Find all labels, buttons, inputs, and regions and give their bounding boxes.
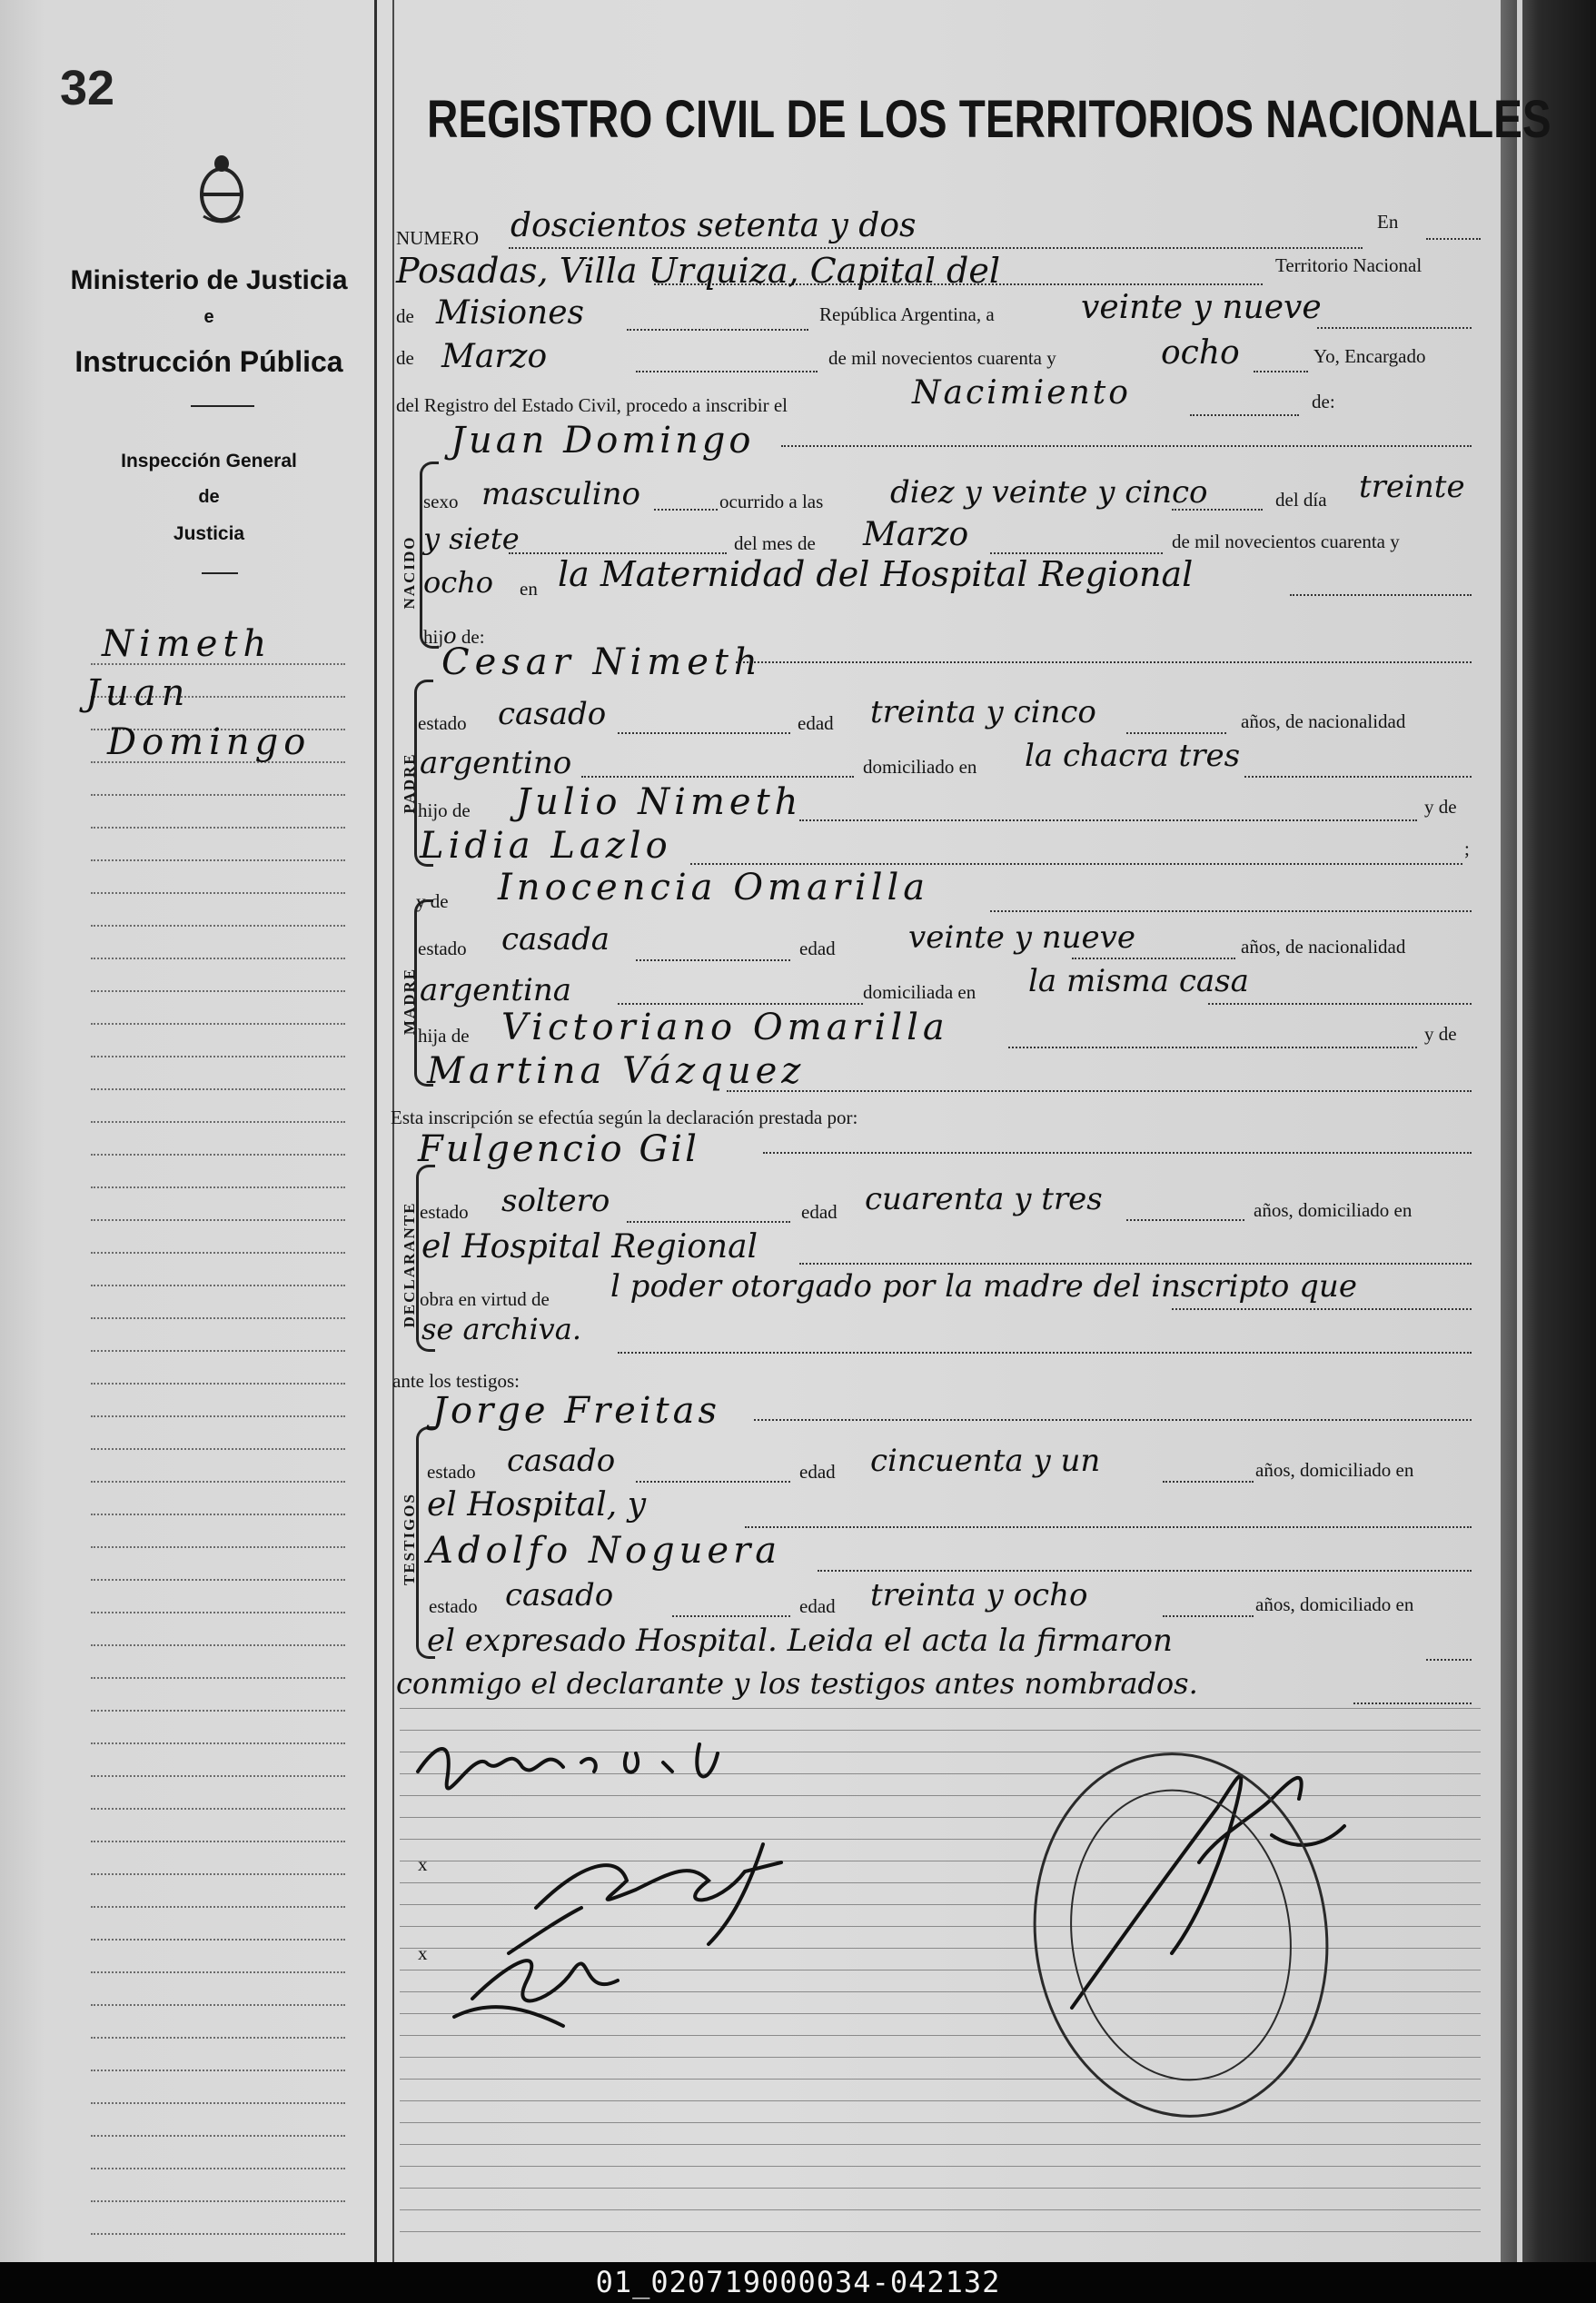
fill-line <box>1172 1308 1472 1311</box>
value-mes-nac: Marzo <box>863 516 969 553</box>
label-semicolon: ; <box>1464 838 1470 859</box>
margin-line <box>91 1350 345 1353</box>
fill-line <box>736 661 1472 664</box>
fill-line <box>618 732 790 735</box>
margin-line <box>91 2102 345 2105</box>
signature-mark-2: x <box>418 1942 428 1964</box>
margin-rule-inner <box>392 0 394 2262</box>
value-testigo2-edad: treinta y ocho <box>870 1577 1088 1613</box>
label-del-dia: del día <box>1275 489 1327 511</box>
value-madre-edad: veinte y nueve <box>908 919 1135 956</box>
ruled-line <box>400 1708 1481 1710</box>
margin-line <box>91 827 345 829</box>
label-de-mil: de mil novecientos cuarenta y <box>828 347 1056 369</box>
label-hijo-de: de: <box>461 626 485 648</box>
fill-line <box>618 1003 863 1006</box>
label-obra-en-virtud: obra en virtud de <box>420 1288 550 1310</box>
book-spine <box>1501 0 1596 2262</box>
margin-line <box>91 1841 345 1843</box>
signature-mark-1: x <box>418 1853 428 1875</box>
divider <box>191 405 254 407</box>
fill-line <box>1426 238 1481 241</box>
label-nacionalidad-padre: años, de nacionalidad <box>1241 710 1406 732</box>
value-cierre-1: el expresado Hospital. Leida el acta la firmaron <box>427 1623 1173 1659</box>
value-lugar-nac: la Maternidad del Hospital Regional <box>558 554 1194 594</box>
margin-note-surname: Nimeth <box>102 623 273 665</box>
label-ante-testigos: ante los testigos: <box>392 1370 520 1392</box>
fill-line <box>1163 1615 1254 1618</box>
label-y-de-padre: y de <box>1424 796 1457 818</box>
value-padre-edad: treinta y cinco <box>870 694 1096 730</box>
margin-line <box>91 1971 345 1974</box>
margin-line <box>91 2200 345 2203</box>
inspection-line-1: Inspección General <box>121 451 297 472</box>
margin-line <box>91 1939 345 1941</box>
label-numero: NUMERO <box>396 227 480 249</box>
label-en: En <box>1377 211 1399 233</box>
value-madre-nacionalidad: argentina <box>420 972 572 1008</box>
fill-line <box>636 959 790 962</box>
value-sexo: masculino <box>481 476 641 512</box>
margin-line <box>91 1906 345 1909</box>
label-domiciliado-padre: domiciliado en <box>863 756 977 778</box>
fill-line <box>727 1090 1472 1093</box>
inspection-line-3: Justicia <box>173 523 245 544</box>
margin-line <box>91 2233 345 2236</box>
value-madre-hija-de-2: Martina Vázquez <box>427 1050 806 1092</box>
fill-line <box>654 509 718 511</box>
label-de-colon: de: <box>1312 391 1335 412</box>
margin-line <box>91 892 345 895</box>
divider <box>202 572 238 574</box>
margin-line <box>91 1383 345 1385</box>
value-lugar: Posadas, Villa Urquiza, Capital del <box>396 251 1000 291</box>
value-obra-2: se archiva. <box>421 1312 581 1346</box>
value-testigo1-nombre: Jorge Freitas <box>432 1390 721 1432</box>
margin-line <box>91 1023 345 1026</box>
value-dia-nac-2: y siete <box>423 521 520 556</box>
ministry-line-1: Ministerio de Justicia <box>70 265 348 295</box>
margin-line <box>91 1808 345 1811</box>
fill-line <box>636 1481 790 1484</box>
margin-line <box>91 2070 345 2072</box>
ruled-line <box>400 2231 1481 2233</box>
margin-line <box>91 1775 345 1778</box>
signatures-and-seal <box>400 1726 1508 2135</box>
label-esta-inscripcion: Esta inscripción se efectúa según la declaración prestada por: <box>391 1107 858 1128</box>
margin-line <box>91 925 345 928</box>
value-numero: doscientos setenta y dos <box>511 207 917 244</box>
margin-line <box>91 1415 345 1418</box>
page-number: 32 <box>60 61 115 115</box>
fill-line <box>618 1352 1472 1355</box>
value-declarante-estado: soltero <box>501 1183 610 1219</box>
fill-line <box>1290 594 1472 597</box>
label-hijo-de-padre: hijo de <box>418 799 471 821</box>
value-padre-domicilio: la chacra tres <box>1025 738 1241 774</box>
label-de: de <box>396 305 414 327</box>
fill-line <box>754 1419 1472 1422</box>
fill-line <box>763 1152 1472 1155</box>
label-hija-de-madre: hija de <box>418 1025 470 1047</box>
margin-note-given-2: Domingo <box>107 721 312 763</box>
label-y-de-madre: y de <box>416 890 449 912</box>
margin-line <box>91 1546 345 1549</box>
fill-line <box>581 776 854 779</box>
value-anio: ocho <box>1161 334 1240 372</box>
fill-line <box>690 863 1462 866</box>
fill-line <box>1190 414 1299 417</box>
fill-line <box>745 1526 1472 1529</box>
label-estado-declarante: estado <box>420 1201 469 1223</box>
image-caption: 01_020719000034-042132 <box>0 2262 1596 2303</box>
value-hijo-suffix: o <box>443 623 457 649</box>
margin-line <box>91 1514 345 1516</box>
fill-line <box>1163 1481 1254 1484</box>
fill-line <box>1008 1047 1417 1049</box>
ministry-line-3: Instrucción Pública <box>74 345 343 378</box>
ruled-line <box>400 2166 1481 2168</box>
value-padre-hijo-de-2: Lidia Lazlo <box>420 825 672 867</box>
label-del-registro: del Registro del Estado Civil, procedo a inscribir el <box>396 394 788 416</box>
margin-line <box>91 1252 345 1255</box>
margin-line <box>91 859 345 862</box>
label-edad-declarante: edad <box>801 1201 838 1223</box>
value-nombre: Juan Domingo <box>451 420 755 462</box>
fill-line <box>799 819 1417 822</box>
value-testigo1-domicilio: el Hospital, y <box>427 1486 647 1524</box>
margin-line <box>91 1154 345 1156</box>
value-dia: veinte y nueve <box>1081 289 1322 326</box>
label-estado-testigo1: estado <box>427 1461 476 1483</box>
fill-line <box>1317 327 1472 330</box>
margin-line <box>91 1873 345 1876</box>
section-declarante: DECLARANTE <box>401 1201 418 1328</box>
margin-rule <box>374 0 377 2262</box>
label-domiciliado-testigo1: años, domiciliado en <box>1255 1459 1414 1481</box>
value-padre-hijo-de-1: Julio Nimeth <box>516 781 803 823</box>
label-edad-padre: edad <box>798 712 834 734</box>
margin-line <box>91 2168 345 2170</box>
label-yo: Yo, Encargado <box>1313 345 1426 367</box>
margin-note-given: Juan <box>85 672 191 714</box>
margin-line <box>91 1219 345 1222</box>
label-de-2: de <box>396 347 414 369</box>
fill-line <box>818 1570 1472 1573</box>
margin-line <box>91 1710 345 1712</box>
value-madre-nombre: Inocencia Omarilla <box>498 867 930 908</box>
coat-of-arms-icon <box>198 153 245 225</box>
section-testigos: TESTIGOS <box>401 1493 418 1585</box>
fill-line <box>627 1221 790 1224</box>
margin-line <box>91 1088 345 1091</box>
margin-line <box>91 2135 345 2138</box>
fill-line <box>672 1615 790 1618</box>
margin-line <box>91 990 345 993</box>
label-en-lower: en <box>520 578 538 600</box>
label-domiciliado-testigo2: años, domiciliado en <box>1255 1593 1414 1615</box>
fill-line <box>799 1263 1472 1266</box>
label-territorio: Territorio Nacional <box>1275 254 1423 276</box>
fill-line <box>1126 732 1226 735</box>
margin-line <box>91 1742 345 1745</box>
ruled-line <box>400 2209 1481 2211</box>
label-domiciliado-declarante: años, domiciliado en <box>1254 1199 1413 1221</box>
value-hora: diez y veinte y cinco <box>890 474 1208 511</box>
value-declarante-nombre: Fulgencio Gil <box>418 1128 699 1170</box>
value-declarante-domicilio: el Hospital Regional <box>421 1228 758 1266</box>
ruled-line <box>400 2188 1481 2189</box>
value-anio-nac: ocho <box>423 565 494 600</box>
fill-line <box>636 371 818 373</box>
value-tipo: Nacimiento <box>912 374 1131 412</box>
margin-line <box>91 1612 345 1614</box>
fill-line <box>1353 1702 1472 1705</box>
margin-line <box>91 1644 345 1647</box>
label-hijo-prefix: hij <box>423 626 444 648</box>
value-madre-domicilio: la misma casa <box>1028 963 1249 999</box>
value-testigo2-estado: casado <box>505 1577 614 1613</box>
value-padre-nombre: Cesar Nimeth <box>441 641 763 683</box>
page-edge <box>1517 0 1522 2262</box>
margin-line <box>91 794 345 797</box>
margin-line <box>91 1481 345 1484</box>
value-padre-nacionalidad: argentino <box>420 745 572 781</box>
label-sexo: sexo <box>423 491 459 512</box>
page-title: REGISTRO CIVIL DE LOS TERRITORIOS NACIONALES <box>427 90 1551 149</box>
fill-line <box>990 910 1472 913</box>
fill-line <box>1208 1003 1472 1006</box>
margin-line <box>91 1317 345 1320</box>
fill-line <box>627 329 808 332</box>
margin-line <box>91 2037 345 2040</box>
fill-line <box>781 445 1472 448</box>
fill-line <box>1244 776 1472 779</box>
fill-line <box>509 247 1363 250</box>
value-declarante-edad: cuarenta y tres <box>865 1181 1103 1217</box>
margin-line <box>91 1677 345 1680</box>
label-domiciliada-madre: domiciliada en <box>863 981 976 1003</box>
label-y-de-madre-2: y de <box>1424 1023 1457 1045</box>
label-republica: República Argentina, a <box>819 303 995 325</box>
label-estado-testigo2: estado <box>429 1595 478 1617</box>
margin-line <box>91 958 345 960</box>
section-nacido: NACIDO <box>401 535 418 610</box>
label-ocurrido: ocurrido a las <box>719 491 824 512</box>
margin-line <box>91 1121 345 1124</box>
label-del-mes: del mes de <box>734 532 816 554</box>
value-cierre-2: conmigo el declarante y los testigos antes nombrados. <box>396 1666 1198 1701</box>
inspection-line-2: de <box>198 487 220 507</box>
section-madre: MADRE <box>401 967 418 1036</box>
margin-line <box>91 1056 345 1058</box>
value-testigo1-estado: casado <box>507 1443 616 1479</box>
margin-line <box>91 2004 345 2007</box>
ministry-line-2: e <box>203 307 214 327</box>
value-obra-1: l poder otorgado por la madre del inscripto que <box>610 1268 1357 1305</box>
label-edad-testigo1: edad <box>799 1461 836 1483</box>
fill-line <box>1254 371 1308 373</box>
margin-line <box>91 1448 345 1451</box>
value-madre-estado: casada <box>501 921 610 958</box>
value-territorio: Misiones <box>436 294 585 332</box>
label-de-mil-long: de mil novecientos cuarenta y <box>1172 531 1400 552</box>
label-estado-madre: estado <box>418 938 467 959</box>
label-estado-padre: estado <box>418 712 467 734</box>
value-mes: Marzo <box>441 338 548 375</box>
label-nacionalidad-madre: años, de nacionalidad <box>1241 936 1406 958</box>
margin-line <box>91 1285 345 1287</box>
label-edad-testigo2: edad <box>799 1595 836 1617</box>
value-padre-estado: casado <box>498 696 607 732</box>
fill-line <box>1426 1659 1472 1662</box>
label-edad-madre: edad <box>799 938 836 959</box>
value-testigo1-edad: cincuenta y un <box>870 1443 1101 1479</box>
fill-line <box>1126 1219 1244 1222</box>
section-padre: PADRE <box>401 752 418 814</box>
value-madre-hija-de-1: Victoriano Omarilla <box>501 1007 949 1048</box>
margin-line <box>91 1186 345 1189</box>
value-testigo2-nombre: Adolfo Noguera <box>427 1530 782 1572</box>
ruled-line <box>400 2144 1481 2146</box>
value-dia-nac-1: treinte <box>1359 469 1465 505</box>
fill-line <box>1072 958 1235 960</box>
margin-line <box>91 1579 345 1582</box>
